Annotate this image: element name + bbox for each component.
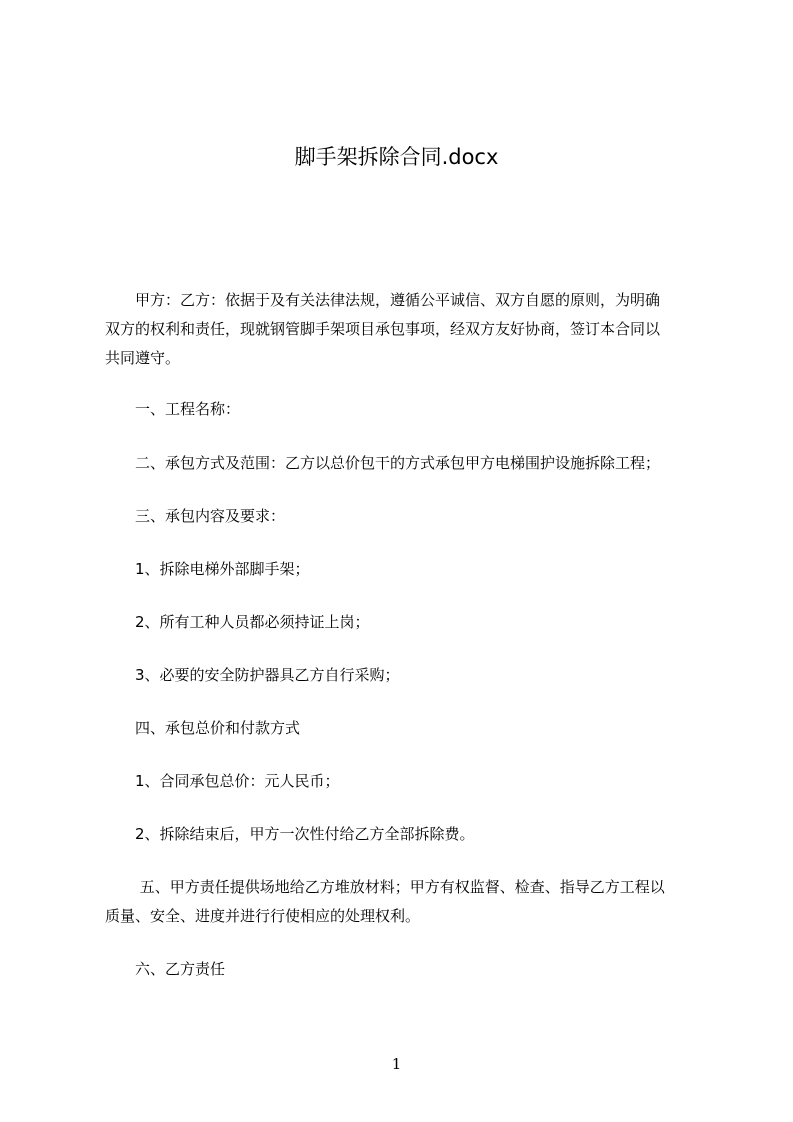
paragraph-payment-1 (105, 767, 700, 796)
paragraph-line: 共同遵守。 (105, 349, 181, 367)
paragraph-item-3 (105, 661, 700, 690)
paragraph-line: 1、拆除电梯外部脚手架； (105, 560, 310, 578)
paragraph-line: 甲方：乙方：依据于及有关法律法规，遵循公平诚信、双方自愿的原则，为明确 (105, 291, 661, 309)
paragraph-item-1 (105, 555, 700, 584)
page-number: 1 (391, 1055, 402, 1073)
paragraph-line: 一、工程名称： (105, 400, 241, 418)
paragraph-line: 质量、安全、进度并进行行使相应的处理权利。 (105, 907, 421, 925)
paragraph-line: 2、所有工种人员都必须持证上岗； (105, 613, 370, 631)
paragraph-line: 双方的权利和责任，现就钢管脚手架项目承包事项，经双方友好协商，签订本合同以 (105, 320, 661, 338)
paragraph-contract-scope (105, 449, 700, 478)
paragraph-line: 3、必要的安全防护器具乙方自行采购； (105, 666, 400, 684)
paragraph-line: 三、承包内容及要求： (105, 507, 286, 525)
paragraph-intro (105, 286, 700, 373)
paragraph-payment-2 (105, 820, 700, 849)
paragraph-party-b-duty (105, 955, 700, 984)
paragraph-project-name (105, 395, 700, 424)
paragraph-line: 六、乙方责任 (105, 960, 226, 978)
paragraph-item-2 (105, 608, 700, 637)
paragraph-line: 二、承包方式及范围：乙方以总价包干的方式承包甲方电梯围护设施拆除工程； (105, 454, 661, 472)
paragraph-line: 五、甲方责任提供场地给乙方堆放材料；甲方有权监督、检查、指导乙方工程以 (105, 878, 665, 896)
document-title: 脚手架拆除合同.docx (294, 145, 499, 169)
paragraph-line: 四、承包总价和付款方式 (105, 719, 301, 737)
paragraph-payment-heading (105, 714, 700, 743)
paragraph-line: 1、合同承包总价：元人民币； (105, 772, 340, 790)
paragraph-line: 2、拆除结束后，甲方一次性付给乙方全部拆除费。 (105, 825, 475, 843)
paragraph-contract-content (105, 502, 700, 531)
paragraph-party-a-duty (105, 873, 700, 931)
